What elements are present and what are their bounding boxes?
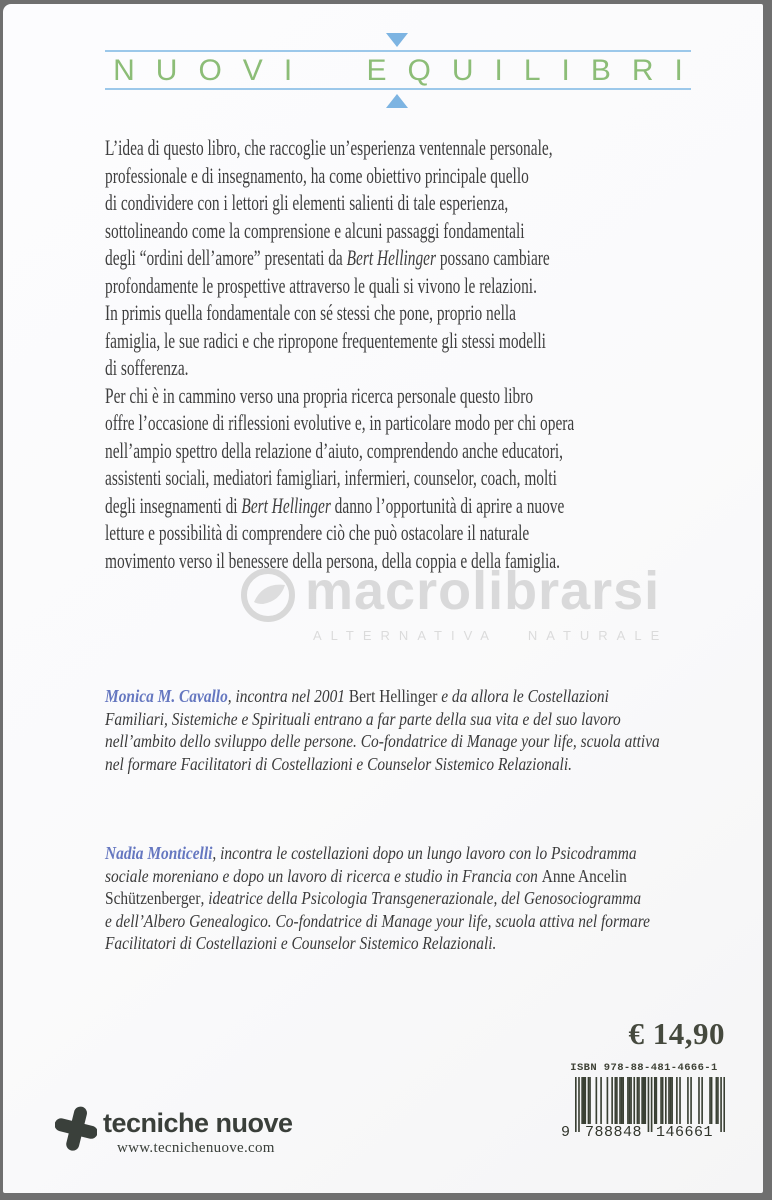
text-line: Familiari, Sistemiche e Spirituali entrano a far parte della sua vita e del suo lavoro xyxy=(105,708,621,729)
text-line: nell’ampio spettro della relazione d’aiuto, comprendendo anche educatori, xyxy=(105,437,563,463)
text-line: e dell’Albero Genealogico. Co-fondatrice di Manage your life, scuola attiva nel formare xyxy=(105,910,651,931)
text-line: offre l’occasione di riflessioni evolutive e, in particolare modo per chi opera xyxy=(105,410,575,435)
isbn-label: ISBN 978-88-481-4666-1 xyxy=(570,1062,718,1074)
publisher-name: tecniche nuove xyxy=(103,1108,293,1138)
text-line: movimento verso il benessere della persona, della coppia e della famiglia. xyxy=(105,547,560,573)
text-line: degli insegnamenti di Bert Hellinger danno l’opportunità di aprire a nuove xyxy=(105,492,565,518)
watermark-name: macrolibrarsi xyxy=(305,561,661,621)
text-line: assistenti sociali, mediatori famigliari, infermieri, counselor, coach, molti xyxy=(105,465,557,490)
text-line: professionale e di insegnamento, ha come obiettivo principale quello xyxy=(105,162,529,188)
author-bio-monica-cavallo xyxy=(105,685,735,775)
text-line: Per chi è in cammino verso una propria ricerca personale questo libro xyxy=(105,382,534,408)
tecniche-nuove-logo-icon xyxy=(55,1104,97,1159)
banner-rule-bottom xyxy=(105,88,691,90)
series-title: NUOVI EQUILIBRI xyxy=(113,54,704,87)
watermark-tagline: ALTERNATIVA NATURALE xyxy=(313,628,669,643)
text-line: degli “ordini dell’amore” presentati da Bert Hellinger possano cambiare xyxy=(105,245,550,270)
text-line: Facilitatori di Costellazioni e Counselor Sistemico Relazionali. xyxy=(105,933,497,953)
text-line: Schützenberger, ideatrice della Psicologia Transgenerazionale, del Genosociogramma xyxy=(105,888,642,908)
barcode-digit-prefix: 9 xyxy=(561,1124,571,1141)
banner-rule-top xyxy=(105,50,691,52)
text-line: di sofferenza. xyxy=(105,355,189,380)
text-line: profondamente le prospettive attraverso le quali si vivono le relazioni. xyxy=(105,272,537,298)
text-line: nel formare Facilitatori di Costellazioni e Counselor Sistemico Relazionali. xyxy=(105,753,572,774)
text-line: famiglia, le sue radici e che ripropone frequentemente gli stessi modelli xyxy=(105,327,546,353)
text-line: Monica M. Cavallo, incontra nel 2001 Bert Hellinger e da allora le Costellazioni xyxy=(105,686,609,706)
triangle-down-icon xyxy=(386,33,408,47)
text-line: nell’ambito dello sviluppo delle persone. Co-fondatrice di Manage your life, scuola attiva xyxy=(105,731,660,751)
book-blurb xyxy=(105,134,705,574)
text-line: L’idea di questo libro, che raccoglie un’esperienza ventennale personale, xyxy=(105,135,553,160)
text-line: letture e possibilità di comprendere ciò che può ostacolare il naturale xyxy=(105,520,530,545)
barcode-block xyxy=(561,1062,727,1140)
book-back-cover xyxy=(3,4,763,1193)
triangle-up-icon xyxy=(386,94,408,108)
text-line: Nadia Monticelli, incontra le costellazioni dopo un lungo lavoro con lo Psicodramma xyxy=(105,843,637,863)
barcode-digits xyxy=(561,1124,727,1140)
text-line: sottolineando come la comprensione e alcuni passaggi fondamentali xyxy=(105,217,525,243)
text-line: di condividere con i lettori gli elementi salienti di tale esperienza, xyxy=(105,190,509,215)
text-line: sociale moreniano e dopo un lavoro di ricerca e studio in Francia con Anne Ancelin xyxy=(105,865,627,886)
text-line: In primis quella fondamentale con sé stessi che pone, proprio nella xyxy=(105,300,516,325)
price-label: € 14,90 xyxy=(628,1016,725,1051)
publisher-block xyxy=(55,1102,335,1166)
publisher-website: www.tecnichenuove.com xyxy=(117,1140,275,1156)
watermark xyxy=(239,561,669,643)
barcode-digits-left: 788848 xyxy=(585,1124,643,1141)
barcode-digits-right: 146661 xyxy=(656,1124,714,1141)
author-bio-nadia-monticelli xyxy=(105,842,735,955)
